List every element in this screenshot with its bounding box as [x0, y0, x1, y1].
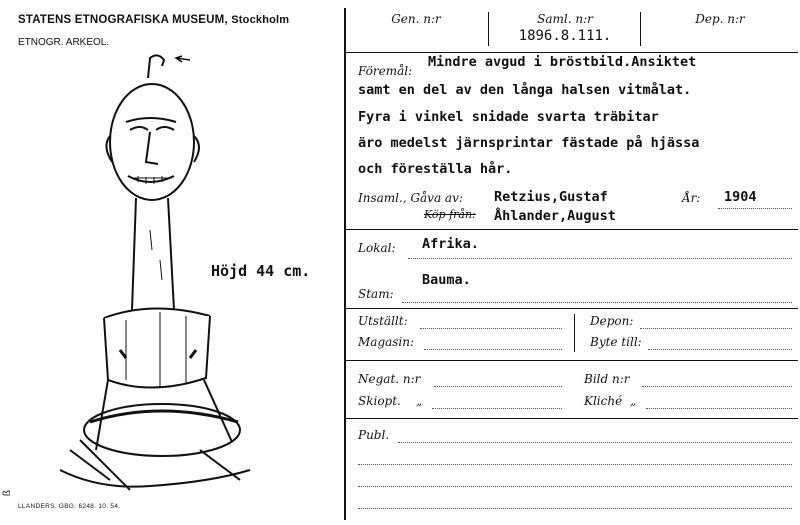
height-note: Höjd 44 cm. [211, 262, 311, 280]
header-divider-1 [488, 12, 489, 46]
magasin-label: Magasin: [358, 335, 415, 349]
lokal-label: Lokal: [358, 241, 396, 255]
kliche-dots [646, 408, 792, 409]
lokal-dots [408, 258, 792, 259]
publ-label: Publ. [358, 428, 390, 442]
stam-label: Stam: [358, 287, 394, 301]
dep-nr-label: Dep. n:r [695, 12, 745, 26]
ar-label: År: [682, 191, 701, 205]
kop-value: Åhlander,August [494, 208, 616, 224]
dep-nr-cell [642, 8, 798, 53]
publ-dots-3 [358, 486, 792, 487]
magasin-dots [424, 349, 562, 350]
gen-nr-cell [346, 8, 486, 53]
header-divider-2 [640, 12, 641, 46]
depon-label: Depon: [590, 314, 634, 328]
department-label: ETNOGR. ARKEOL. [18, 37, 110, 48]
museum-name: STATENS ETNOGRAFISKA MUSEUM, [18, 14, 228, 26]
storage-rule [346, 360, 798, 361]
publ-dots-1 [398, 442, 792, 443]
utstallt-label: Utställt: [358, 314, 408, 328]
bild-label: Bild n:r [584, 372, 630, 386]
photo-rule [346, 418, 798, 419]
lokal-value: Afrika. [422, 236, 479, 252]
header-rule [346, 52, 798, 53]
insaml-label: Insaml., Gåva av: [358, 191, 463, 205]
museum-heading [18, 14, 289, 26]
foremal-line-4: äro medelst järnsprintar fästade på hjässa [358, 135, 700, 151]
skiopt-dots [432, 408, 562, 409]
kliche-value: „ [630, 394, 637, 408]
publ-dots-2 [358, 464, 792, 465]
foremal-line-5: och föreställa hår. [358, 161, 513, 177]
gen-nr-label: Gen. n:r [391, 12, 441, 26]
stam-dots [402, 302, 792, 303]
saml-nr-label: Saml. n:r [537, 12, 593, 26]
museum-city: Stockholm [231, 14, 290, 26]
saml-nr-cell [490, 8, 640, 53]
foremal-label: Föremål: [358, 64, 413, 78]
depon-divider [574, 314, 575, 352]
stam-value: Bauma. [422, 272, 471, 288]
stam-rule [346, 308, 798, 309]
ar-dots [718, 208, 792, 209]
utstallt-dots [420, 328, 562, 329]
negat-label: Negat. n:r [358, 372, 421, 386]
catalog-card [344, 8, 798, 520]
left-panel [0, 0, 340, 525]
printer-mark: LLANDERS. GBG. 6248. 10. 54. [18, 503, 121, 510]
negat-dots [434, 386, 562, 387]
byte-label: Byte till: [590, 335, 642, 349]
foremal-line-3: Fyra i vinkel snidade svarta träbitar [358, 109, 659, 125]
skiopt-label: Skiopt. [358, 394, 401, 408]
insaml-value: Retzius,Gustaf [494, 189, 608, 205]
publ-dots-4 [358, 508, 792, 509]
side-glyph: ß [2, 490, 13, 497]
foremal-line-2: samt en del av den långa halsen vitmålat. [358, 82, 692, 98]
kliche-label: Kliché [584, 394, 623, 408]
saml-nr-value: 1896.8.111. [518, 28, 612, 44]
ar-value: 1904 [724, 189, 757, 205]
bild-dots [642, 386, 792, 387]
kop-label: Köp från: [424, 208, 476, 221]
depon-dots [640, 328, 792, 329]
foremal-line-1: Mindre avgud i bröstbild.Ansiktet [428, 54, 697, 70]
insaml-rule [346, 229, 798, 230]
byte-dots [648, 349, 792, 350]
skiopt-value: „ [416, 394, 423, 408]
